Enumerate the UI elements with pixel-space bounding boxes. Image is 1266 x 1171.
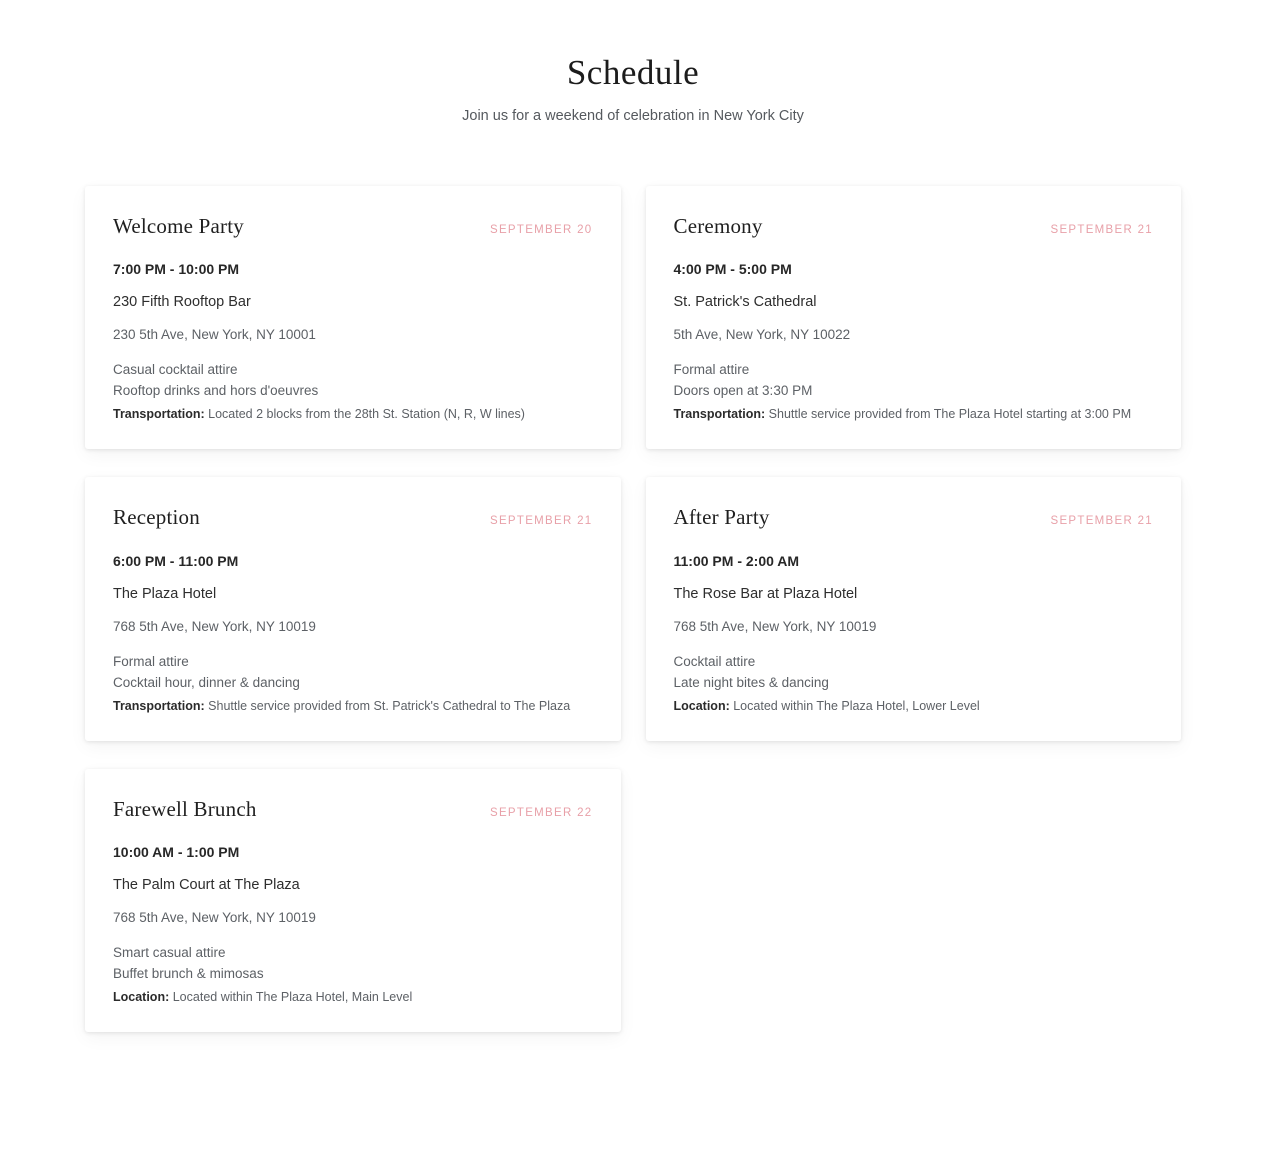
- event-note: [113, 988, 593, 1006]
- event-name: Reception: [113, 505, 200, 530]
- event-attire: Casual cocktail attire: [113, 362, 238, 378]
- schedule-card-grid: [85, 186, 1181, 1032]
- event-address: 5th Ave, New York, NY 10022: [673, 327, 851, 343]
- event-venue: The Rose Bar at Plaza Hotel: [673, 585, 858, 602]
- event-time: 7:00 PM - 10:00 PM: [113, 261, 240, 278]
- event-note-label: Location:: [673, 698, 730, 713]
- event-card-reception: [85, 477, 621, 740]
- event-time: 10:00 AM - 1:00 PM: [113, 843, 240, 860]
- event-note-text: Located 2 blocks from the 28th St. Station (N, R, W lines): [208, 407, 525, 422]
- page-header: [0, 52, 1266, 124]
- event-date: SEPTEMBER 21: [489, 515, 593, 528]
- event-attire: Smart casual attire: [113, 944, 226, 960]
- event-venue: St. Patrick's Cathedral: [673, 294, 817, 311]
- event-note: [113, 697, 593, 715]
- event-card-header: [113, 505, 593, 530]
- event-date: SEPTEMBER 22: [489, 806, 593, 819]
- event-address: 230 5th Ave, New York, NY 10001: [113, 327, 316, 343]
- event-venue: 230 Fifth Rooftop Bar: [113, 294, 251, 311]
- event-card-farewell-brunch: [85, 769, 621, 1032]
- event-card-header: [113, 797, 593, 822]
- event-address: 768 5th Ave, New York, NY 10019: [113, 909, 316, 925]
- event-attire: Formal attire: [673, 362, 750, 378]
- event-details: Doors open at 3:30 PM: [673, 383, 813, 399]
- event-date: SEPTEMBER 20: [489, 224, 593, 236]
- event-note: [674, 697, 1154, 715]
- event-note-text: Shuttle service provided from St. Patrick's Cathedral to The Plaza: [208, 698, 571, 713]
- event-note-text: Shuttle service provided from The Plaza Hotel starting at 3:00 PM: [768, 407, 1132, 422]
- event-time: 11:00 PM - 2:00 AM: [673, 552, 800, 569]
- event-note-label: Transportation:: [113, 407, 205, 422]
- event-details: Rooftop drinks and hors d'oeuvres: [113, 383, 319, 399]
- event-date: SEPTEMBER 21: [1050, 224, 1153, 236]
- event-card-header: [674, 214, 1154, 239]
- page-title: Schedule: [566, 53, 700, 92]
- event-card-ceremony: [646, 186, 1182, 449]
- event-note-label: Transportation:: [673, 407, 766, 422]
- event-venue: The Palm Court at The Plaza: [113, 876, 300, 893]
- event-details: Cocktail hour, dinner & dancing: [113, 674, 300, 690]
- event-name: Ceremony: [673, 214, 763, 238]
- event-address: 768 5th Ave, New York, NY 10019: [113, 618, 316, 634]
- event-note-label: Location:: [113, 989, 170, 1004]
- event-note-text: Located within The Plaza Hotel, Lower Level: [733, 698, 980, 713]
- event-time: 4:00 PM - 5:00 PM: [673, 261, 792, 278]
- event-attire: Formal attire: [113, 653, 189, 669]
- event-note-text: Located within The Plaza Hotel, Main Level: [172, 989, 413, 1004]
- event-card-header: [674, 505, 1154, 530]
- event-name: After Party: [673, 505, 770, 530]
- event-venue: The Plaza Hotel: [113, 585, 217, 602]
- event-name: Farewell Brunch: [113, 796, 257, 821]
- event-time: 6:00 PM - 11:00 PM: [113, 552, 239, 569]
- event-date: SEPTEMBER 21: [1050, 515, 1153, 528]
- event-card-welcome-party: [85, 186, 621, 449]
- event-name: Welcome Party: [113, 214, 244, 238]
- event-details: Buffet brunch & mimosas: [113, 965, 264, 981]
- event-attire: Cocktail attire: [673, 653, 756, 669]
- page-subtitle: Join us for a weekend of celebration in New York City: [462, 108, 804, 124]
- event-card-after-party: [646, 477, 1182, 740]
- event-note: [674, 405, 1154, 423]
- event-details: Late night bites & dancing: [673, 674, 829, 690]
- event-note-label: Transportation:: [113, 698, 205, 713]
- event-card-header: [113, 214, 593, 239]
- event-address: 768 5th Ave, New York, NY 10019: [673, 618, 877, 634]
- event-note: [113, 405, 593, 423]
